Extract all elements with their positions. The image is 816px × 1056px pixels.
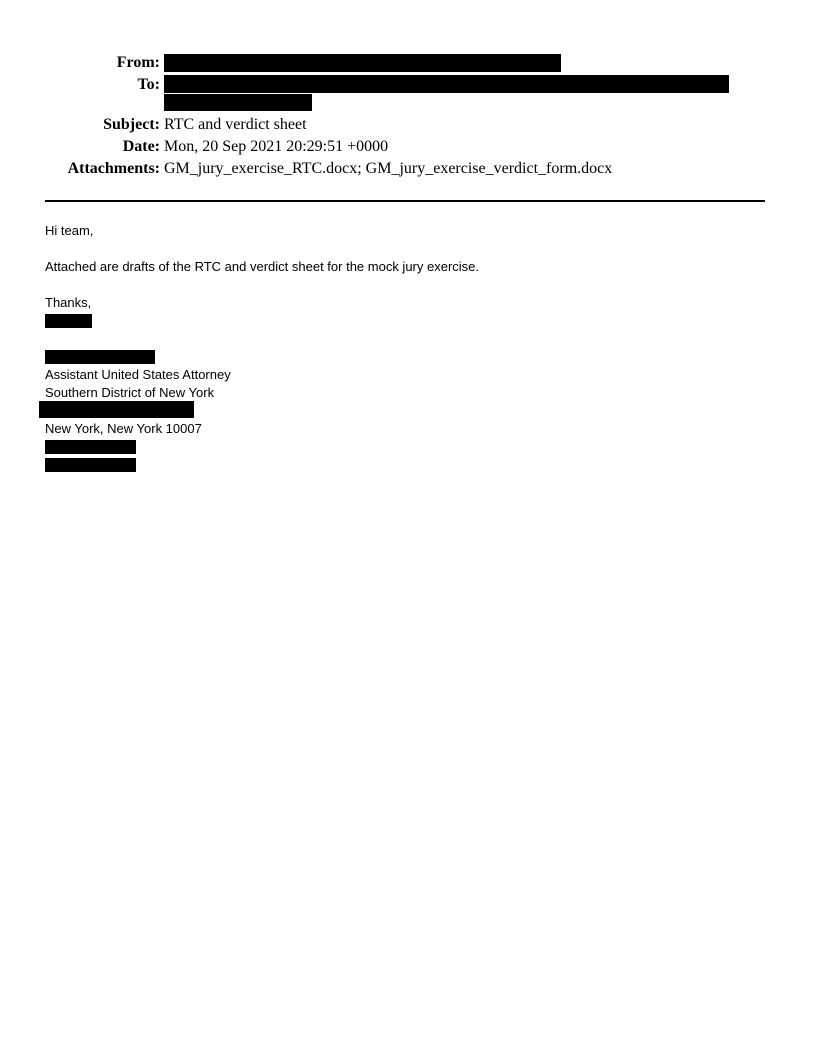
signature-address-redaction (39, 401, 194, 418)
sender-name-redaction (45, 314, 92, 328)
signature-title: Assistant United States Attorney (45, 367, 231, 382)
header-divider (45, 200, 765, 202)
from-label: From: (116, 54, 160, 71)
message-text: Attached are drafts of the RTC and verdict sheet for the mock jury exercise. (45, 259, 480, 274)
date-row (0, 136, 816, 158)
subject-row (0, 114, 816, 136)
subject-value: RTC and verdict sheet (164, 116, 307, 133)
from-redaction (164, 54, 561, 72)
signature-email-redaction (45, 458, 136, 472)
signature-city-line: New York, New York 10007 (45, 421, 202, 436)
to-label: To: (137, 76, 160, 93)
greeting-text: Hi team, (45, 223, 94, 238)
attachments-value: GM_jury_exercise_RTC.docx; GM_jury_exercise_verdict_form.docx (164, 160, 613, 177)
closing-text: Thanks, (45, 295, 92, 310)
to-redaction-line-1 (164, 75, 729, 93)
signature-phone-redaction (45, 440, 136, 454)
subject-label: Subject: (103, 116, 160, 133)
date-label: Date: (122, 138, 160, 155)
signature-office: Southern District of New York (45, 385, 215, 400)
attachments-row (0, 158, 816, 180)
date-value: Mon, 20 Sep 2021 20:29:51 +0000 (164, 138, 389, 155)
attachments-label: Attachments: (67, 160, 160, 177)
to-redaction-line-2 (164, 94, 312, 111)
signature-name-redaction (45, 350, 155, 364)
